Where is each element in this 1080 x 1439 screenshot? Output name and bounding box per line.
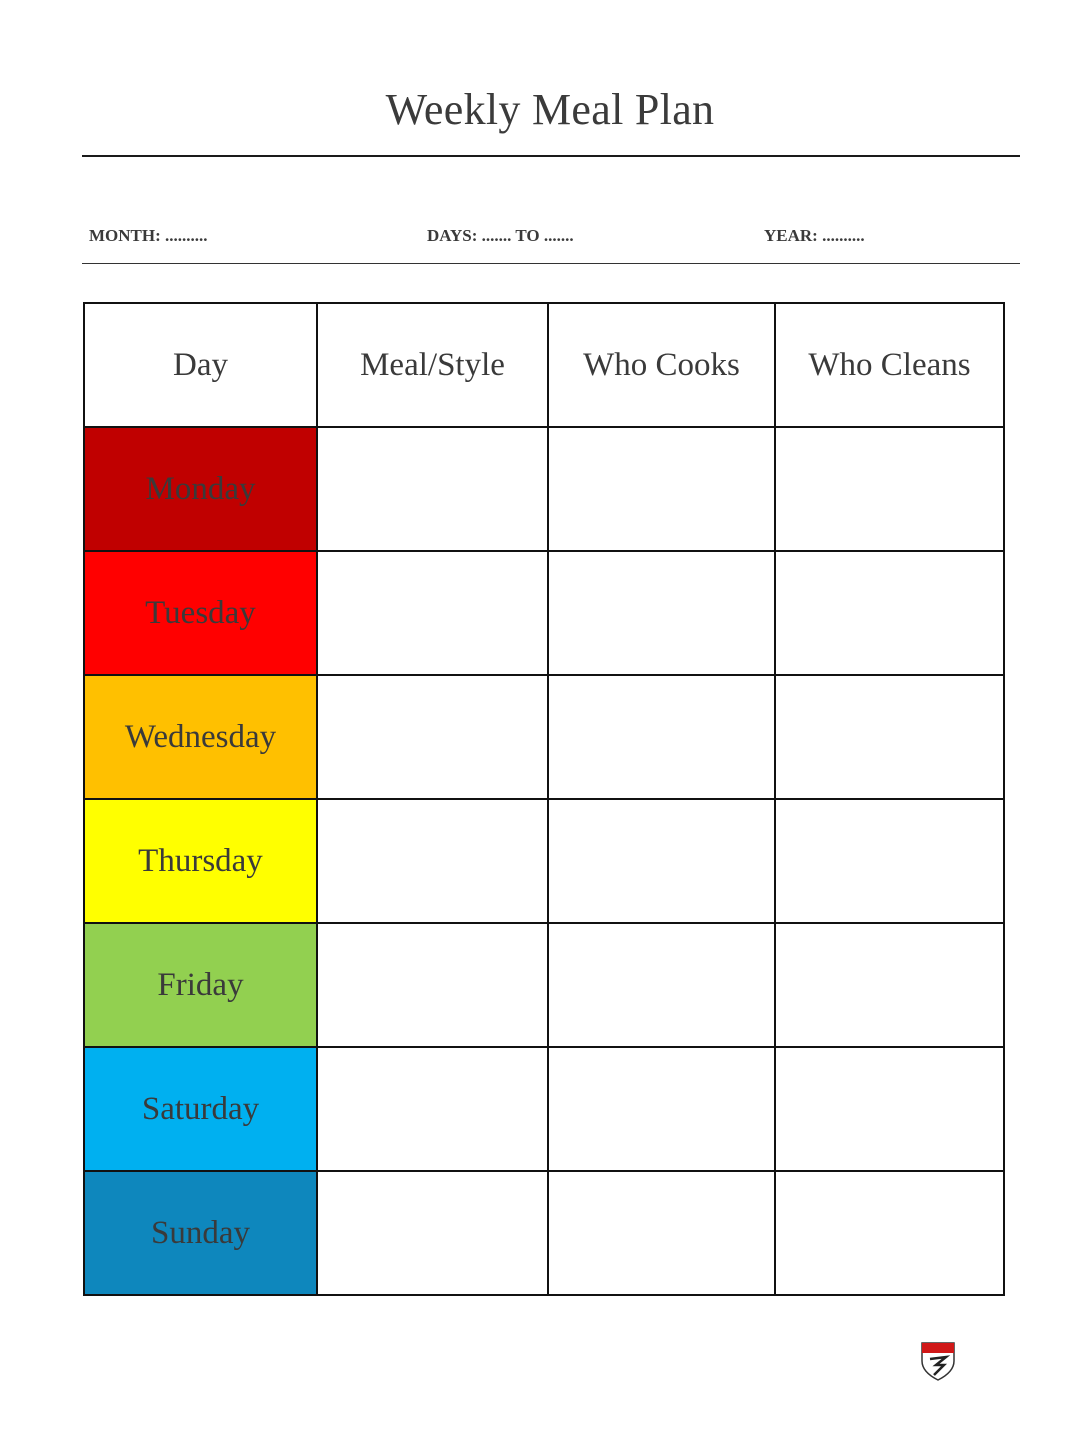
meal-style-cell[interactable] [317, 675, 548, 799]
year-field: YEAR: .......... [764, 226, 865, 245]
shield-logo-icon [920, 1341, 956, 1381]
who-cooks-cell[interactable] [548, 923, 775, 1047]
meal-plan-table [83, 302, 1005, 1296]
table-row [84, 1047, 1004, 1171]
title-divider [82, 155, 1020, 157]
column-header-day: Day [84, 303, 317, 427]
who-cooks-cell[interactable] [548, 675, 775, 799]
day-cell-thursday: Thursday [84, 799, 317, 923]
who-cleans-cell[interactable] [775, 923, 1004, 1047]
column-header-meal-style: Meal/Style [317, 303, 548, 427]
month-field: MONTH: .......... [89, 226, 208, 245]
info-row [0, 226, 1080, 250]
table-row [84, 427, 1004, 551]
meal-style-cell[interactable] [317, 1047, 548, 1171]
day-cell-monday: Monday [84, 427, 317, 551]
table-row [84, 799, 1004, 923]
who-cleans-cell[interactable] [775, 675, 1004, 799]
day-cell-saturday: Saturday [84, 1047, 317, 1171]
column-header-who-cooks: Who Cooks [548, 303, 775, 427]
info-divider [82, 263, 1020, 264]
who-cooks-cell[interactable] [548, 427, 775, 551]
meal-style-cell[interactable] [317, 923, 548, 1047]
page-title: Weekly Meal Plan [385, 85, 715, 134]
table-row [84, 675, 1004, 799]
days-field: DAYS: ....... TO ....... [427, 226, 574, 245]
day-cell-wednesday: Wednesday [84, 675, 317, 799]
meal-style-cell[interactable] [317, 427, 548, 551]
who-cleans-cell[interactable] [775, 799, 1004, 923]
who-cooks-cell[interactable] [548, 799, 775, 923]
table-row [84, 923, 1004, 1047]
who-cleans-cell[interactable] [775, 551, 1004, 675]
day-cell-friday: Friday [84, 923, 317, 1047]
meal-style-cell[interactable] [317, 799, 548, 923]
who-cleans-cell[interactable] [775, 427, 1004, 551]
table-header-row [84, 303, 1004, 427]
who-cooks-cell[interactable] [548, 551, 775, 675]
meal-style-cell[interactable] [317, 1171, 548, 1295]
who-cooks-cell[interactable] [548, 1171, 775, 1295]
table-row [84, 1171, 1004, 1295]
who-cleans-cell[interactable] [775, 1171, 1004, 1295]
who-cooks-cell[interactable] [548, 1047, 775, 1171]
column-header-who-cleans: Who Cleans [775, 303, 1004, 427]
meal-style-cell[interactable] [317, 551, 548, 675]
who-cleans-cell[interactable] [775, 1047, 1004, 1171]
day-cell-sunday: Sunday [84, 1171, 317, 1295]
day-cell-tuesday: Tuesday [84, 551, 317, 675]
table-row [84, 551, 1004, 675]
